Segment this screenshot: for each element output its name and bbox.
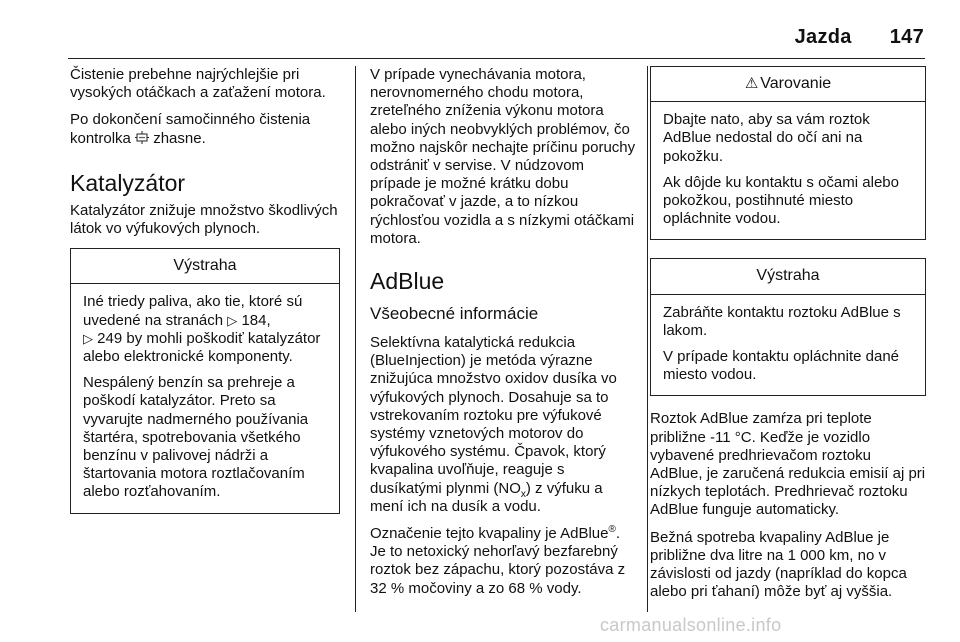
caution-box-body	[71, 284, 339, 512]
warning-box-title: ⚠ Varovanie	[651, 67, 925, 102]
paragraph: Dbajte nato, aby sa vám roztok AdBlue nedostal do očí ani na pokožku.	[663, 111, 870, 165]
caution-box	[70, 248, 340, 513]
header-rule	[68, 58, 925, 59]
caution-box-title: Výstraha	[71, 249, 339, 284]
paragraph: Nespálený benzín sa prehreje a poškodí katalyzátor. Preto sa vyvarujte nadmerného používania štartéra, spotrebovania všetkého benzínu v palivovej nádrži a štartovania motora roztlačovaním alebo rozťahovaním.	[83, 374, 309, 501]
column-3	[650, 66, 926, 610]
warning-triangle-icon: ⚠	[744, 75, 759, 92]
column-divider-1	[355, 66, 356, 612]
column-divider-2	[647, 66, 648, 612]
paragraph: Roztok AdBlue zamŕza pri teplote približne -11 °C. Keďže je vozidlo vybavené predhrievačom roztoku AdBlue, je zaručená redukcia emisií aj pri nízkych teplotách. Predhrievač roztoku AdBlue funguje automaticky.	[650, 410, 926, 519]
caution-box-body	[651, 295, 925, 396]
paragraph: Čistenie prebehne najrýchlejšie pri vysokých otáčkach a zaťažení motora.	[70, 66, 326, 102]
paragraph: Zabráňte kontaktu roztoku AdBlue s lakom.	[663, 303, 901, 339]
page-header	[757, 26, 924, 49]
watermark: carmanualsonline.info	[600, 615, 782, 635]
paragraph: Selektívna katalytická redukcia (BlueInjection) je metóda výrazne znižujúca množstvo oxidov dusíka vo výfukových plynoch. Dosahuje sa to vstrekovaním roztoku pre výfukové systémy vznetových motorov do výfukového systému. Čpavok, ktorý kvapalina uvoľňuje, reaguje s dusíkatými plynmi $(NO_x)$ z výfuku a mení ich na dusík a vodu.	[370, 334, 617, 515]
page-ref-icon: ▷	[227, 312, 238, 328]
subsection-heading: Všeobecné informácie	[370, 304, 539, 324]
paragraph: Iné triedy paliva, ako tie, ktoré sú uvedené na stranách ▷ 184, ▷ 249 by mohli poškodiť katalyzátor alebo elektronické komponenty.	[83, 293, 321, 366]
dpf-indicator-icon	[135, 131, 149, 144]
page-ref-icon: ▷	[83, 330, 93, 346]
page-ref[interactable]: 249	[97, 329, 123, 347]
page-ref[interactable]: 184	[241, 311, 267, 329]
section-title: Jazda	[794, 26, 852, 48]
warning-box-body	[651, 102, 925, 239]
column-1	[70, 66, 340, 514]
warning-box	[650, 66, 926, 240]
column-2	[370, 66, 636, 607]
section-heading-catalyst: Katalyzátor	[70, 169, 186, 196]
caution-box-title: Výstraha	[651, 259, 925, 294]
paragraph: Ak dôjde ku kontaktu s očami alebo pokožkou, postihnuté miesto opláchnite vodou.	[663, 173, 899, 228]
section-heading-adblue: AdBlue	[370, 268, 445, 295]
paragraph: Označenie tejto kvapaliny je AdBlue®. Je to netoxický nehorľavý bezfarebný roztok bez zápachu, ktorý pozostáva z 32 % močoviny a zo 68 % vody.	[370, 524, 626, 597]
page-number: 147	[889, 26, 924, 48]
paragraph: Po dokončení samočinného čistenia kontrolka zhasne.	[70, 111, 311, 147]
paragraph: V prípade vynechávania motora, nerovnomerného chodu motora, zreteľného zníženia výkonu motora alebo iných neobvyklých problémov, čo možno najskôr nechajte príčinu poruchy odstrániť v servise. V núdzovom prípade je možné krátku dobu pokračovať v jazde, a to nízkou rýchlosťou vozidla a s nízkymi otáčkami motora.	[370, 66, 636, 247]
paragraph: V prípade kontaktu opláchnite dané miesto vodou.	[663, 348, 900, 384]
paragraph: Bežná spotreba kvapaliny AdBlue je približne dva litre na 1 000 km, no v závislosti od jazdy (napríklad do kopca alebo pri ťahaní) môže byť aj vyššia.	[650, 528, 907, 601]
paragraph: Katalyzátor znižuje množstvo škodlivých látok vo výfukových plynoch.	[70, 201, 338, 238]
caution-box	[650, 258, 926, 396]
